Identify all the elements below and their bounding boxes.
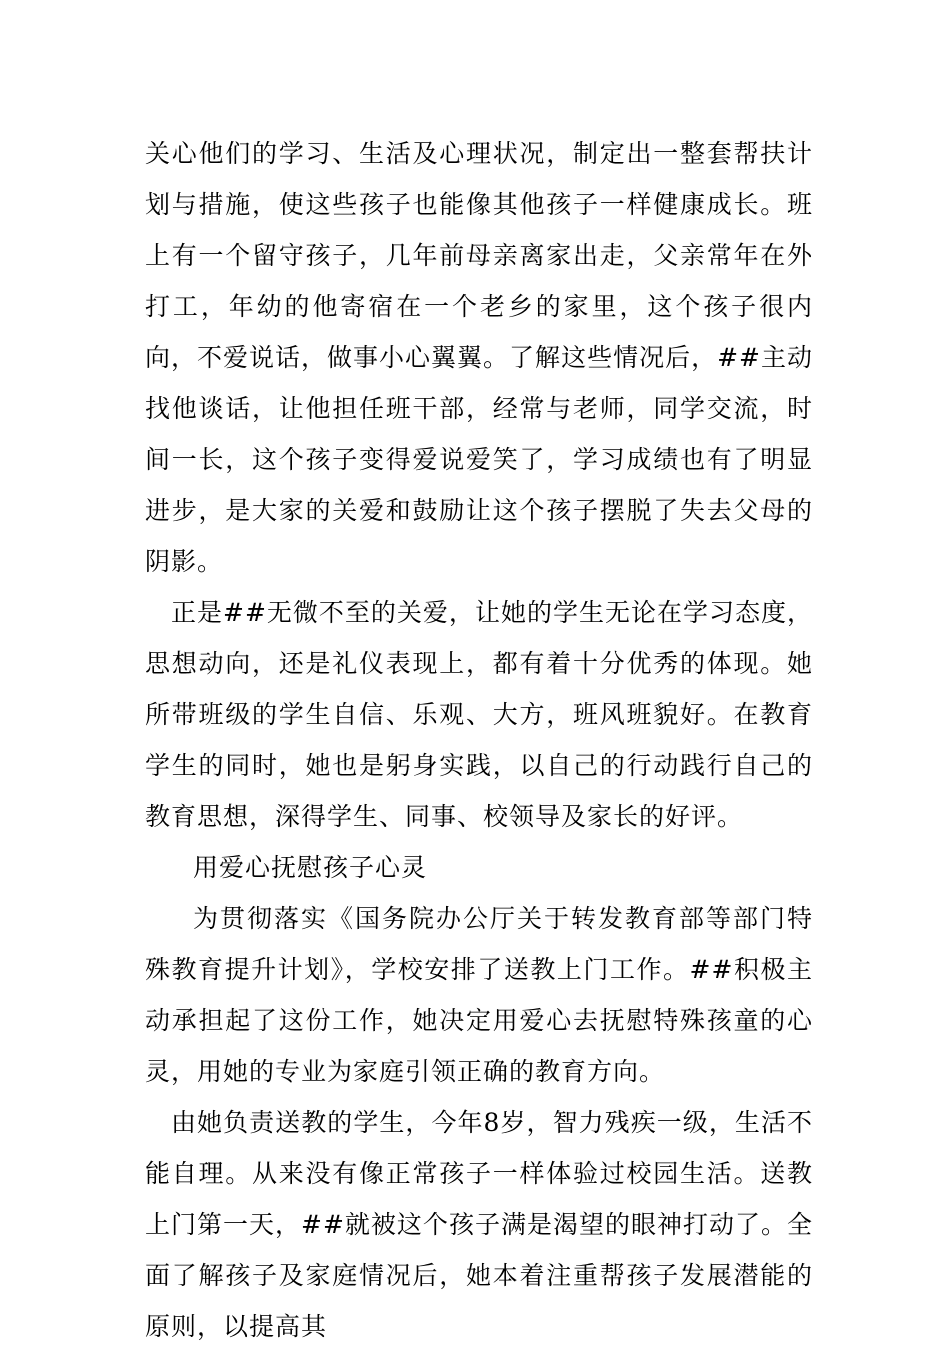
paragraph-home-teaching-program: 为贯彻落实《国务院办公厅关于转发教育部等部门特殊教育提升计划》，学校安排了送教上门工作。##积极主动承担起了这份工作，她决定用爱心去抚慰特殊孩童的心灵，用她的专业为家庭引领正确的教育方向。 [145, 904, 813, 1086]
paragraph-caring-results: 正是##无微不至的关爱，让她的学生无论在学习态度，思想动向，还是礼仪表现上，都有着十分优秀的体现。她所带班级的学生自信、乐观、大方，班风班貌好。在教育学生的同时，她也是躬身实践，以自己的行动践行自己的教育思想，深得学生、同事、校领导及家长的好评。 [145, 598, 813, 831]
paragraph-student-case: 由她负责送教的学生，今年8岁，智力残疾一级，生活不能自理。从来没有像正常孩子一样体验过校园生活。送教上门第一天，##就被这个孩子满是渴望的眼神打动了。全面了解孩子及家庭情况后，她本着注重帮孩子发展潜能的原则，以提高其 [145, 1108, 813, 1341]
paragraph-care-for-left-behind-children: 关心他们的学习、生活及心理状况，制定出一整套帮扶计划与措施，使这些孩子也能像其他孩子一样健康成长。班上有一个留守孩子，几年前母亲离家出走，父亲常年在外打工，年幼的他寄宿在一个老乡的家里，这个孩子很内向，不爱说话，做事小心翼翼。了解这些情况后，##主动找他谈话，让他担任班干部，经常与老师，同学交流，时间一长，这个孩子变得爱说爱笑了，学习成绩也有了明显进步，是大家的关爱和鼓励让这个孩子摆脱了失去父母的阴影。 [145, 139, 813, 576]
document-body [145, 128, 813, 1352]
section-heading: 用爱心抚慰孩子心灵 [193, 853, 428, 882]
